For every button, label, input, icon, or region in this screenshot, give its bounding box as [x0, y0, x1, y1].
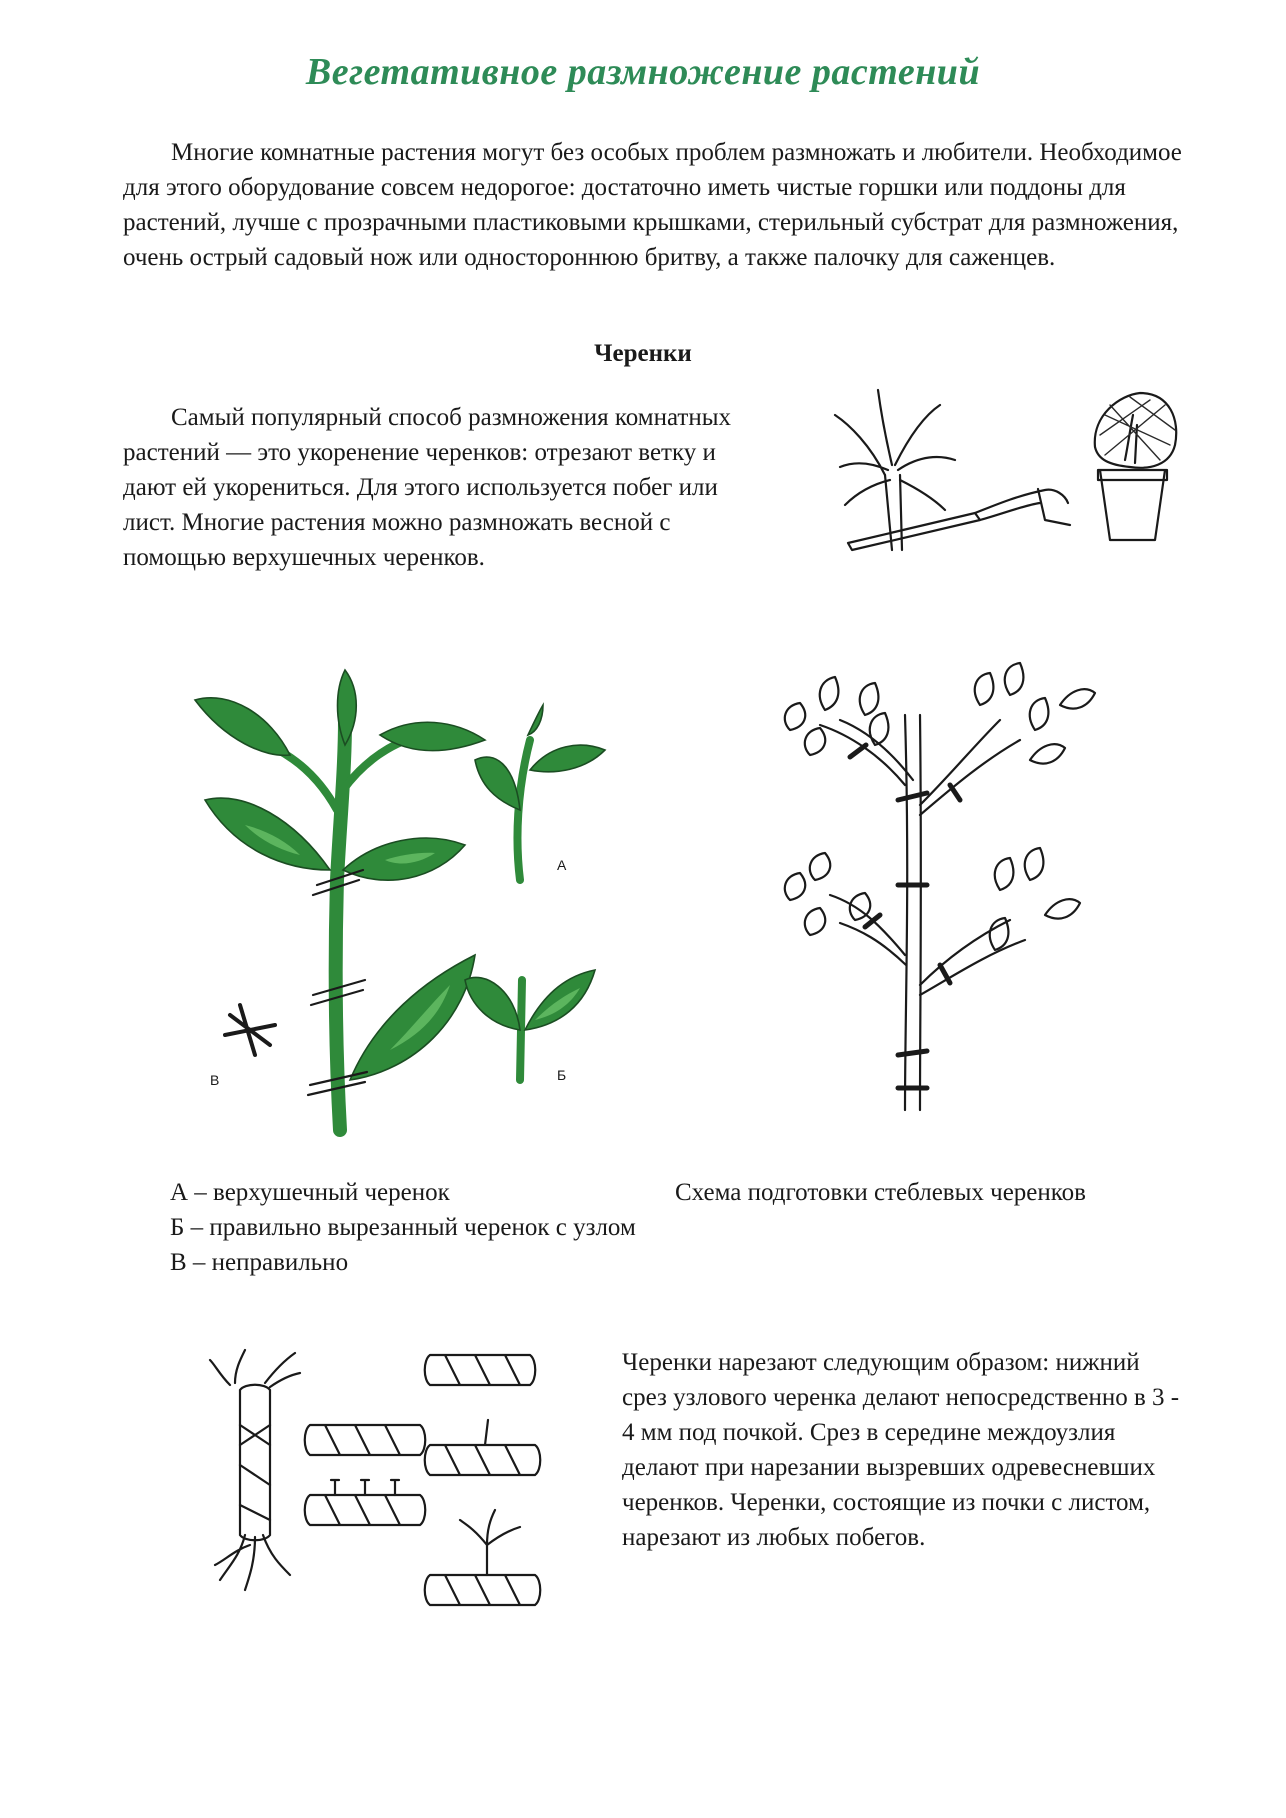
cutting-knife-illustration — [830, 385, 1175, 560]
label-b: Б — [557, 1067, 567, 1083]
stem-cuttings-scheme — [770, 665, 1160, 1125]
intro-paragraph: Многие комнатные растения могут без особых проблем размножать и любители. Необходимое для этого оборудование совсем недорогое: достаточно иметь чистые горшки или поддоны для растений, лучше с прозрачными пластиковыми крышками, стерильный субстрат для размножения, очень острый садовый нож или одностороннюю бритву, а также палочку для саженцев. — [123, 139, 1182, 271]
green-cuttings-illustration — [185, 660, 645, 1140]
scheme-caption: Схема подготовки стеблевых черенков — [675, 1179, 1086, 1206]
legend-a: А – верхушечный черенок — [170, 1179, 450, 1206]
section-heading: Черенки — [594, 340, 692, 367]
label-v: В — [210, 1072, 220, 1088]
page-title: Вегетативное размножение растений — [305, 51, 981, 93]
label-a: А — [557, 857, 567, 873]
woody-cuttings-illustration — [205, 1345, 565, 1625]
legend-v: В – неправильно — [170, 1249, 349, 1276]
howto-paragraph: Черенки нарезают следующим образом: нижний срез узлового черенка делают непосредственно в 3 - 4 мм под почкой. Срез в середине междоузлия делают при нарезании вызревших одревесневших черенков. Черенки, состоящие из почки с листом, нарезают из любых побегов. — [622, 1349, 1180, 1551]
cuttings-paragraph: Самый популярный способ размножения комнатных растений — это укоренение черенков: отрезают ветку и дают ей укорениться. Для этого используется побег или лист. Многие растения можно размножать весной с помощью верхушечных черенков. — [123, 404, 732, 571]
legend-b: Б – правильно вырезанный черенок с узлом — [170, 1214, 636, 1241]
